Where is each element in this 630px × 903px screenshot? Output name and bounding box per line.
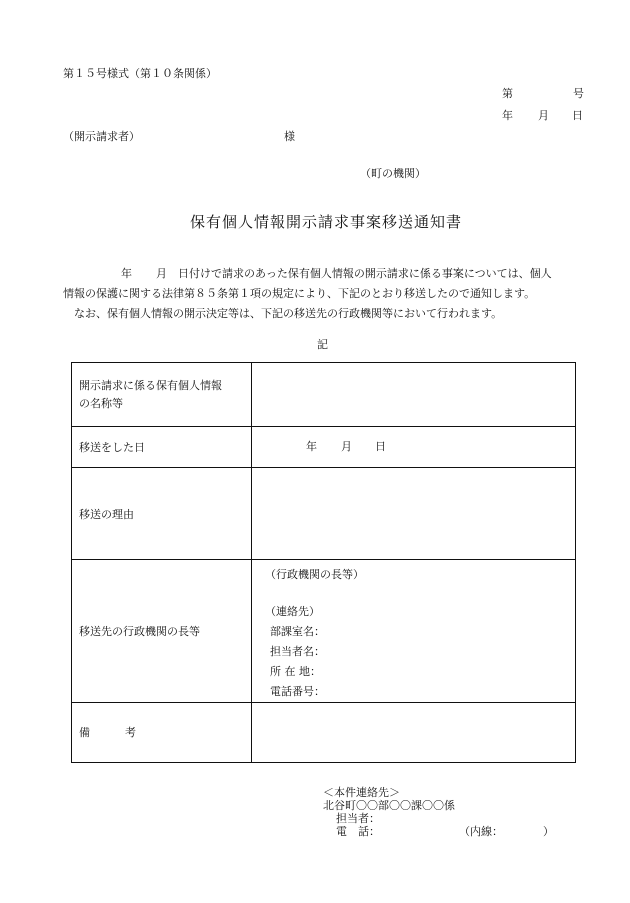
destination-value-cell [252,560,576,703]
name-label-b: の名称等 [79,396,123,410]
table-row [72,363,576,427]
address-label: 所 在 地： [270,665,321,678]
transfer-date-label: 移送をした日 [72,427,252,468]
form-number: 第１５号様式（第１０条関係） [63,67,217,80]
body-line-1: 日付けで請求のあった保有個人情報の開示請求に係る事案については、個人 [178,267,552,280]
page-title: 保有個人情報開示請求事案移送通知書 [190,213,463,231]
contact-extension: （内線： [459,825,503,838]
name-label-cell [72,363,252,427]
contact-phone: 電 話： [336,825,380,838]
reason-label: 移送の理由 [72,468,252,560]
requester-label: （開示請求者） [63,130,140,143]
contact-extension-close: ） [543,825,554,838]
remarks-label-a: 備 [79,726,90,739]
ki-mark: 記 [317,338,328,351]
body-year: 年 [121,267,132,280]
contact-person: 担当者： [336,812,380,825]
date-year: 年 [502,109,513,122]
remarks-label-cell [72,703,252,763]
table-row [72,560,576,703]
town-agency: （町の機関） [360,167,426,180]
body-month: 月 [156,267,167,280]
doc-number-suffix: 号 [573,87,584,100]
contact-label: （連絡先） [265,605,320,618]
remarks-label-b: 考 [125,726,136,739]
table-row [72,703,576,763]
name-value-cell [252,363,576,427]
contact-title: ＜本件連絡先＞ [323,786,400,799]
phone-label: 電話番号： [270,685,325,698]
remarks-value-cell [252,703,576,763]
name-label-a: 開示請求に係る保有個人情報 [79,378,222,392]
contact-office: 北谷町〇〇部〇〇課〇〇係 [323,799,455,812]
reason-value-cell [252,468,576,560]
destination-label: 移送先の行政機関の長等 [72,560,252,703]
table-row [72,427,576,468]
dept-label: 部課室名： [270,625,325,638]
body-line-2: 情報の保護に関する法律第８５条第１項の規定により、下記のとおり移送したので通知します。 [63,287,536,300]
transfer-date-month: 月 [341,440,352,453]
agency-head-label: （行政機関の長等） [265,568,364,581]
date-day: 日 [572,109,583,122]
transfer-table [71,362,576,763]
date-month: 月 [538,109,549,122]
doc-number-prefix: 第 [502,87,513,100]
transfer-date-cell [252,427,576,468]
transfer-date-year: 年 [306,440,317,453]
table-row [72,468,576,560]
honorific: 様 [284,130,295,143]
transfer-date-day: 日 [375,440,386,453]
person-label: 担当者名： [270,645,325,658]
body-line-3: なお、保有個人情報の開示決定等は、下記の移送先の行政機関等において行われます。 [74,307,503,320]
